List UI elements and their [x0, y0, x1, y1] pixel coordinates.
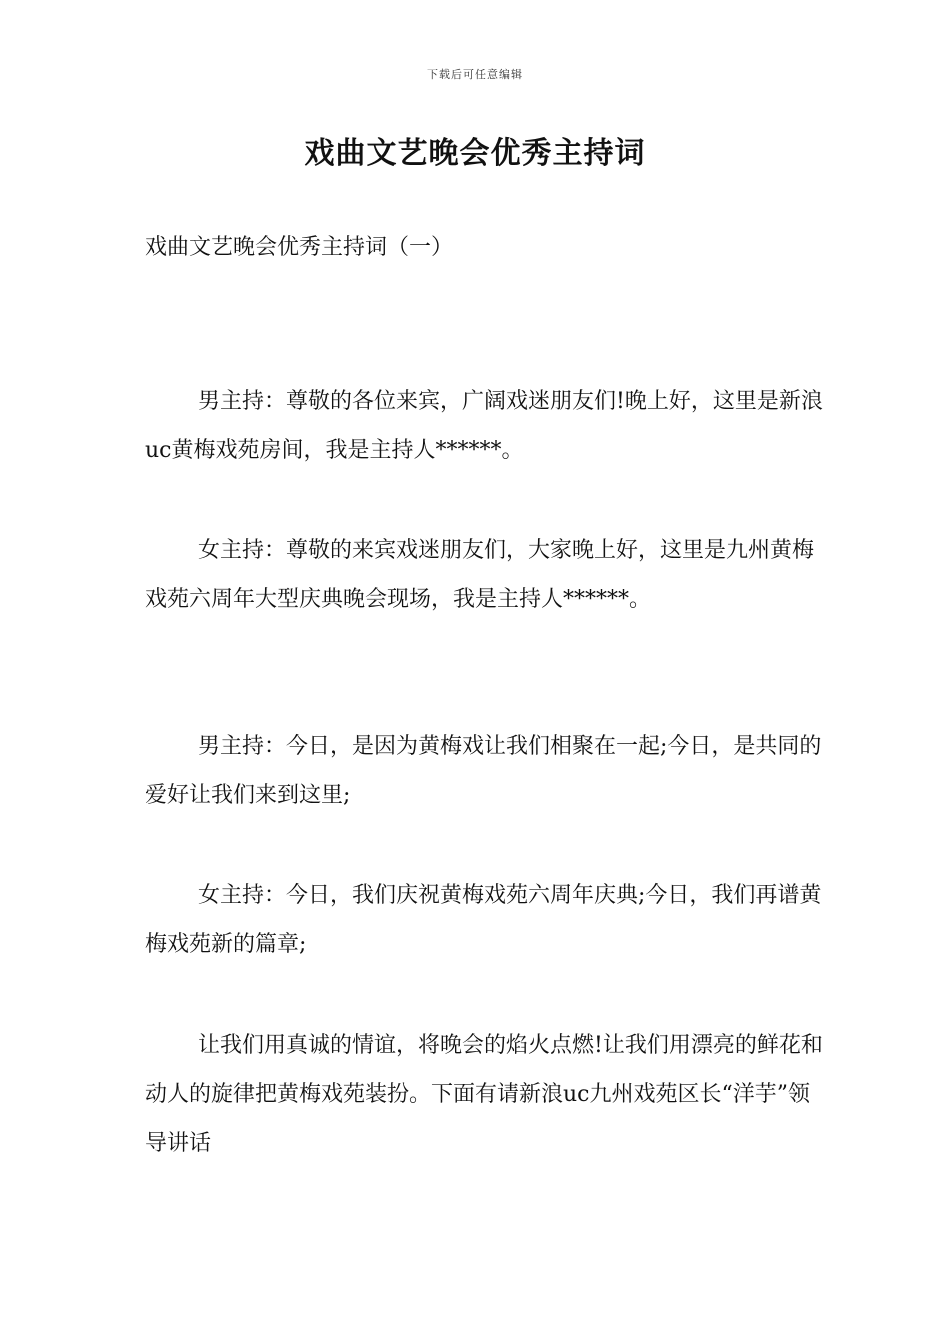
header-note: 下载后可任意编辑 [427, 68, 523, 81]
paragraph-female-host-today: 女主持：今日，我们庆祝黄梅戏苑六周年庆典;今日，我们再谱黄梅戏苑新的篇章; [145, 883, 822, 957]
paragraph-invitation: 让我们用真诚的情谊，将晚会的焰火点燃!让我们用漂亮的鲜花和动人的旋律把黄梅戏苑装扮。下面有请新浪uc九州戏苑区长“洋芋”领导讲话 [145, 1033, 823, 1156]
document-subtitle: 戏曲文艺晚会优秀主持词（一） [145, 235, 454, 260]
document-title: 戏曲文艺晚会优秀主持词 [304, 136, 646, 171]
paragraph-male-host-greeting: 男主持：尊敬的各位来宾，广阔戏迷朋友们!晚上好，这里是新浪uc黄梅戏苑房间，我是主持人******。 [145, 389, 823, 463]
paragraph-female-host-greeting: 女主持：尊敬的来宾戏迷朋友们，大家晚上好，这里是九州黄梅戏苑六周年大型庆典晚会现场，我是主持人******。 [145, 538, 815, 612]
paragraph-male-host-today: 男主持：今日，是因为黄梅戏让我们相聚在一起;今日，是共同的爱好让我们来到这里; [145, 734, 822, 808]
